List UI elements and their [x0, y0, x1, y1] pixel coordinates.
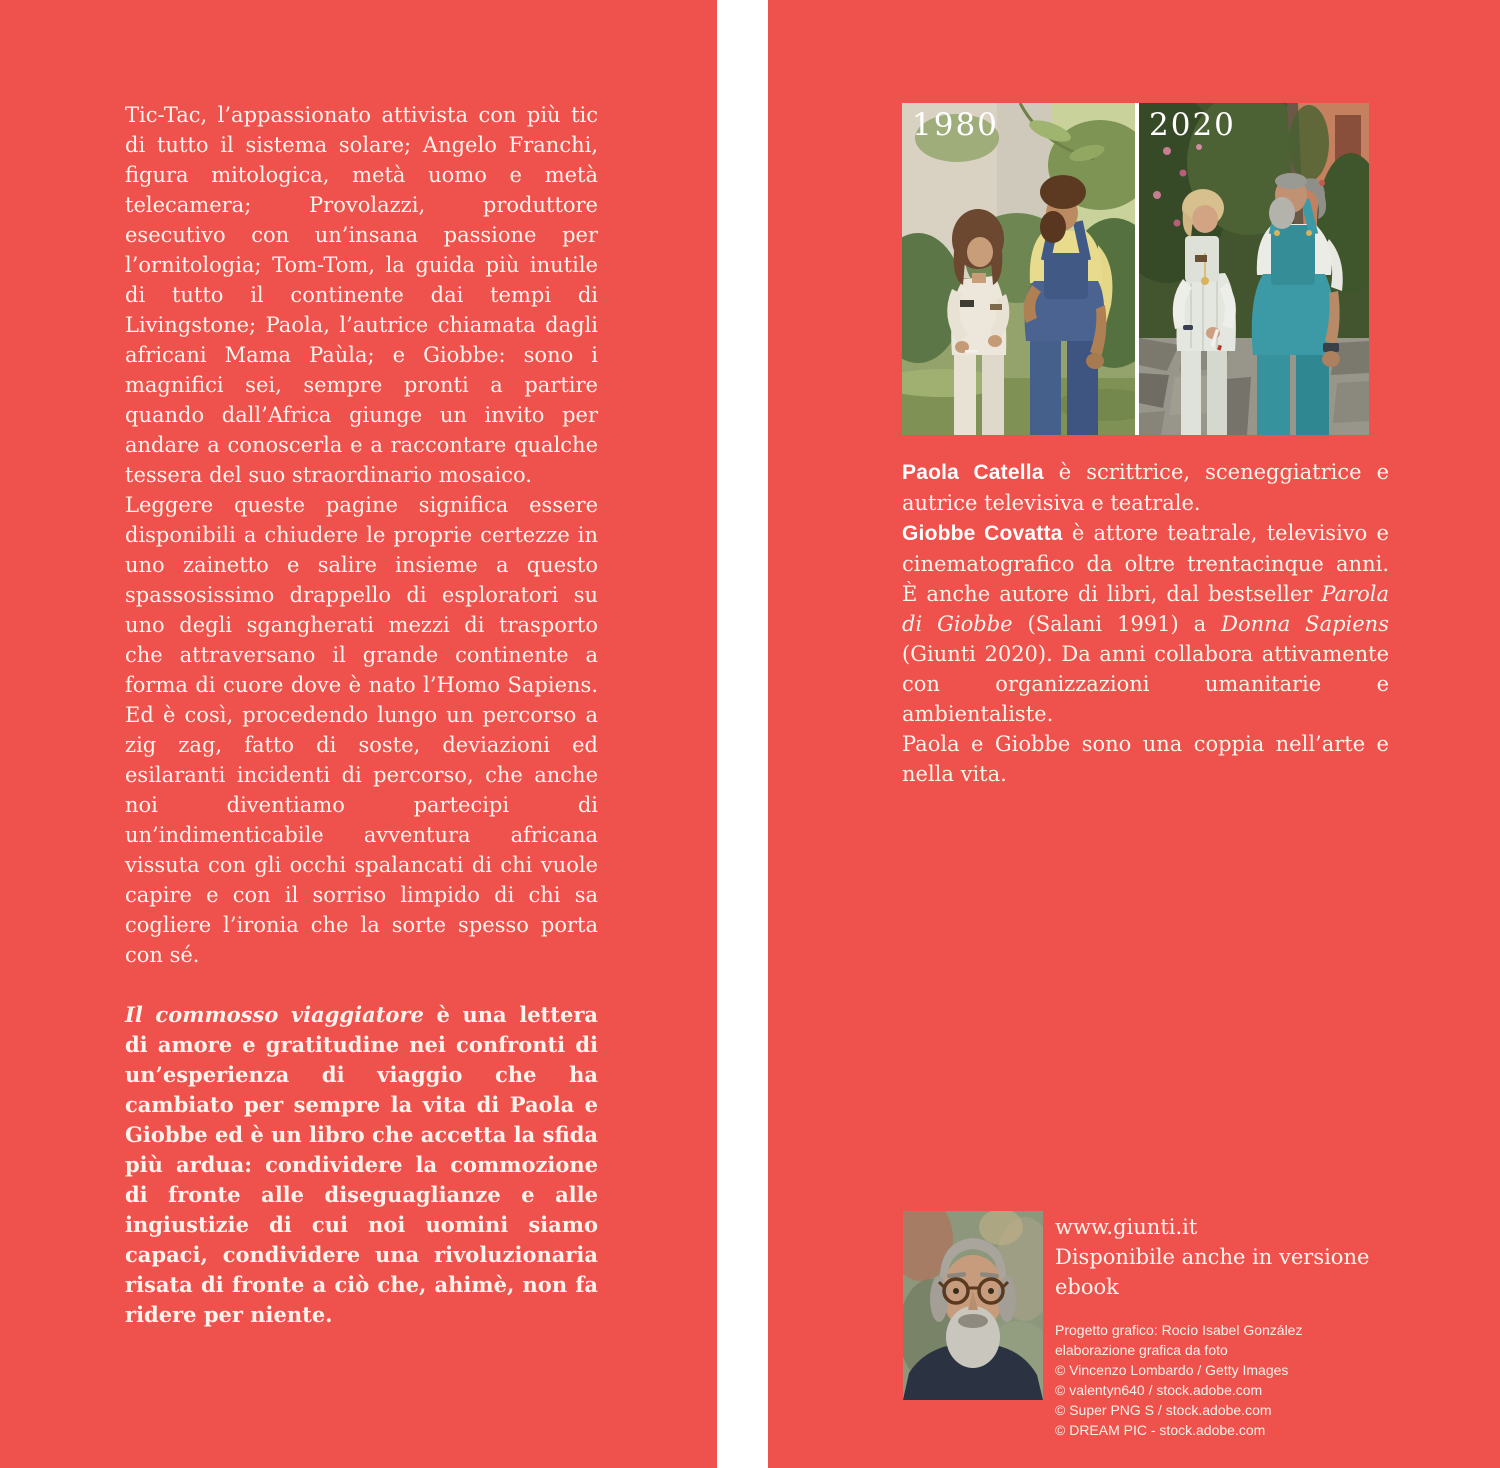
bio-paola — [902, 457, 1389, 518]
photo-pair — [902, 103, 1369, 435]
author-name-giobbe: Giobbe Covatta — [902, 522, 1063, 545]
photo-2020 — [1139, 103, 1369, 435]
spine-fold-gap — [717, 0, 768, 1468]
book-title-donna-sapiens: Donna Sapiens — [1221, 612, 1389, 636]
ebook-availability: Disponibile anche in versione ebook — [1055, 1245, 1370, 1299]
credit-line-getty: © Vincenzo Lombardo / Getty Images — [1055, 1362, 1289, 1378]
publisher-lines — [1055, 1212, 1415, 1302]
credit-line-photo-editing: elaborazione grafica da foto — [1055, 1342, 1228, 1358]
credit-line-dreampic: © DREAM PIC - stock.adobe.com — [1055, 1422, 1266, 1438]
giunti-website: www.giunti.it — [1055, 1215, 1198, 1239]
inside-flap-panel — [768, 0, 1500, 1468]
author-portrait — [903, 1211, 1043, 1400]
bio-couple: Paola e Giobbe sono una coppia nell’arte e nella vita. — [902, 732, 1389, 786]
author-portrait-illustration — [903, 1211, 1043, 1400]
bio-giobbe-text-1: è attore teatrale, televisivo e cinematografico da oltre trentacinque anni. È anche autore di libri, dal bestseller — [902, 521, 1389, 606]
bio-giobbe-text-2: (Salani 1991) a — [1012, 612, 1222, 636]
blurb-paragraph-1: Tic-Tac, l’appassionato attivista con più tic di tutto il sistema solare; Angelo Franchi, figura mitologica, metà uomo e metà telecamera; Provolazzi, produttore esecutivo con un’insana passione per l’ornitologia; Tom-Tom, la guida più inutile di tutto il continente dai tempi di Livingstone; Paola, l’autrice chiamata dagli africani Mama Paùla; e Giobbe: sono i magnifici sei, sempre pronti a partire quando dall’Africa giunge un invito per andare a conoscerla e a raccontare qualche tessera del suo straordinario mosaico. — [125, 103, 598, 487]
photo-1980-illustration — [902, 103, 1135, 435]
book-title-parola-di-giobbe: Parola di Giobbe — [902, 582, 1389, 636]
book-title-italic: Il commosso viaggiatore — [125, 1002, 424, 1027]
blurb-paragraph-3-text: è una lettera di amore e gratitudine nei confronti di un’esperienza di viaggio che ha cambiato per sempre la vita di Paola e Giobbe ed è un libro che accetta la sfida più ardua: condividere la commozione di fronte alle diseguaglianze e alle ingiustizie di cui noi uomini siamo capaci, condividere una rivoluzionaria risata di fronte a ciò che, ahimè, non fa ridere per niente. — [125, 1002, 598, 1327]
bio-giobbe — [902, 518, 1389, 729]
publisher-info — [1055, 1212, 1415, 1440]
author-bios — [902, 457, 1389, 789]
credits-list — [1055, 1320, 1415, 1440]
photo-2020-illustration — [1139, 103, 1369, 435]
photo-1980 — [902, 103, 1135, 435]
back-cover-panel — [0, 0, 717, 1468]
bio-paola-text: è scrittrice, sceneggiatrice e autrice televisiva e teatrale. — [902, 460, 1390, 515]
back-cover-blurb — [125, 100, 598, 1330]
blurb-paragraph-2: Leggere queste pagine significa essere disponibili a chiudere le proprie certezze in uno zainetto e salire insieme a questo spassosissimo drappello di esploratori su uno degli sgangherati mezzi di trasporto che attraversano il grande continente a forma di cuore dove è nato l’Homo Sapiens. Ed è così, procedendo lungo un percorso a zig zag, fatto di soste, deviazioni ed esilaranti incidenti di percorso, che anche noi diventiamo partecipi di un’indimenticabile avventura africana vissuta con gli occhi spalancati di chi vuole capire e con il sorriso limpido di chi sa cogliere l’ironia che la sorte spesso porta con sé. — [125, 493, 598, 967]
bio-giobbe-text-3: (Giunti 2020). Da anni collabora attivamente con organizzazioni umanitarie e ambientaliste. — [902, 642, 1389, 726]
photo-label-2020: 2020 — [1149, 107, 1236, 143]
author-name-paola: Paola Catella — [902, 461, 1044, 484]
blurb-paragraph-3 — [125, 1000, 598, 1330]
photo-label-1980: 1980 — [912, 107, 999, 143]
credit-line-valentyn: © valentyn640 / stock.adobe.com — [1055, 1382, 1263, 1398]
credit-line-design: Progetto grafico: Rocío Isabel González — [1055, 1322, 1303, 1338]
credit-line-superpng: © Super PNG S / stock.adobe.com — [1055, 1402, 1272, 1418]
